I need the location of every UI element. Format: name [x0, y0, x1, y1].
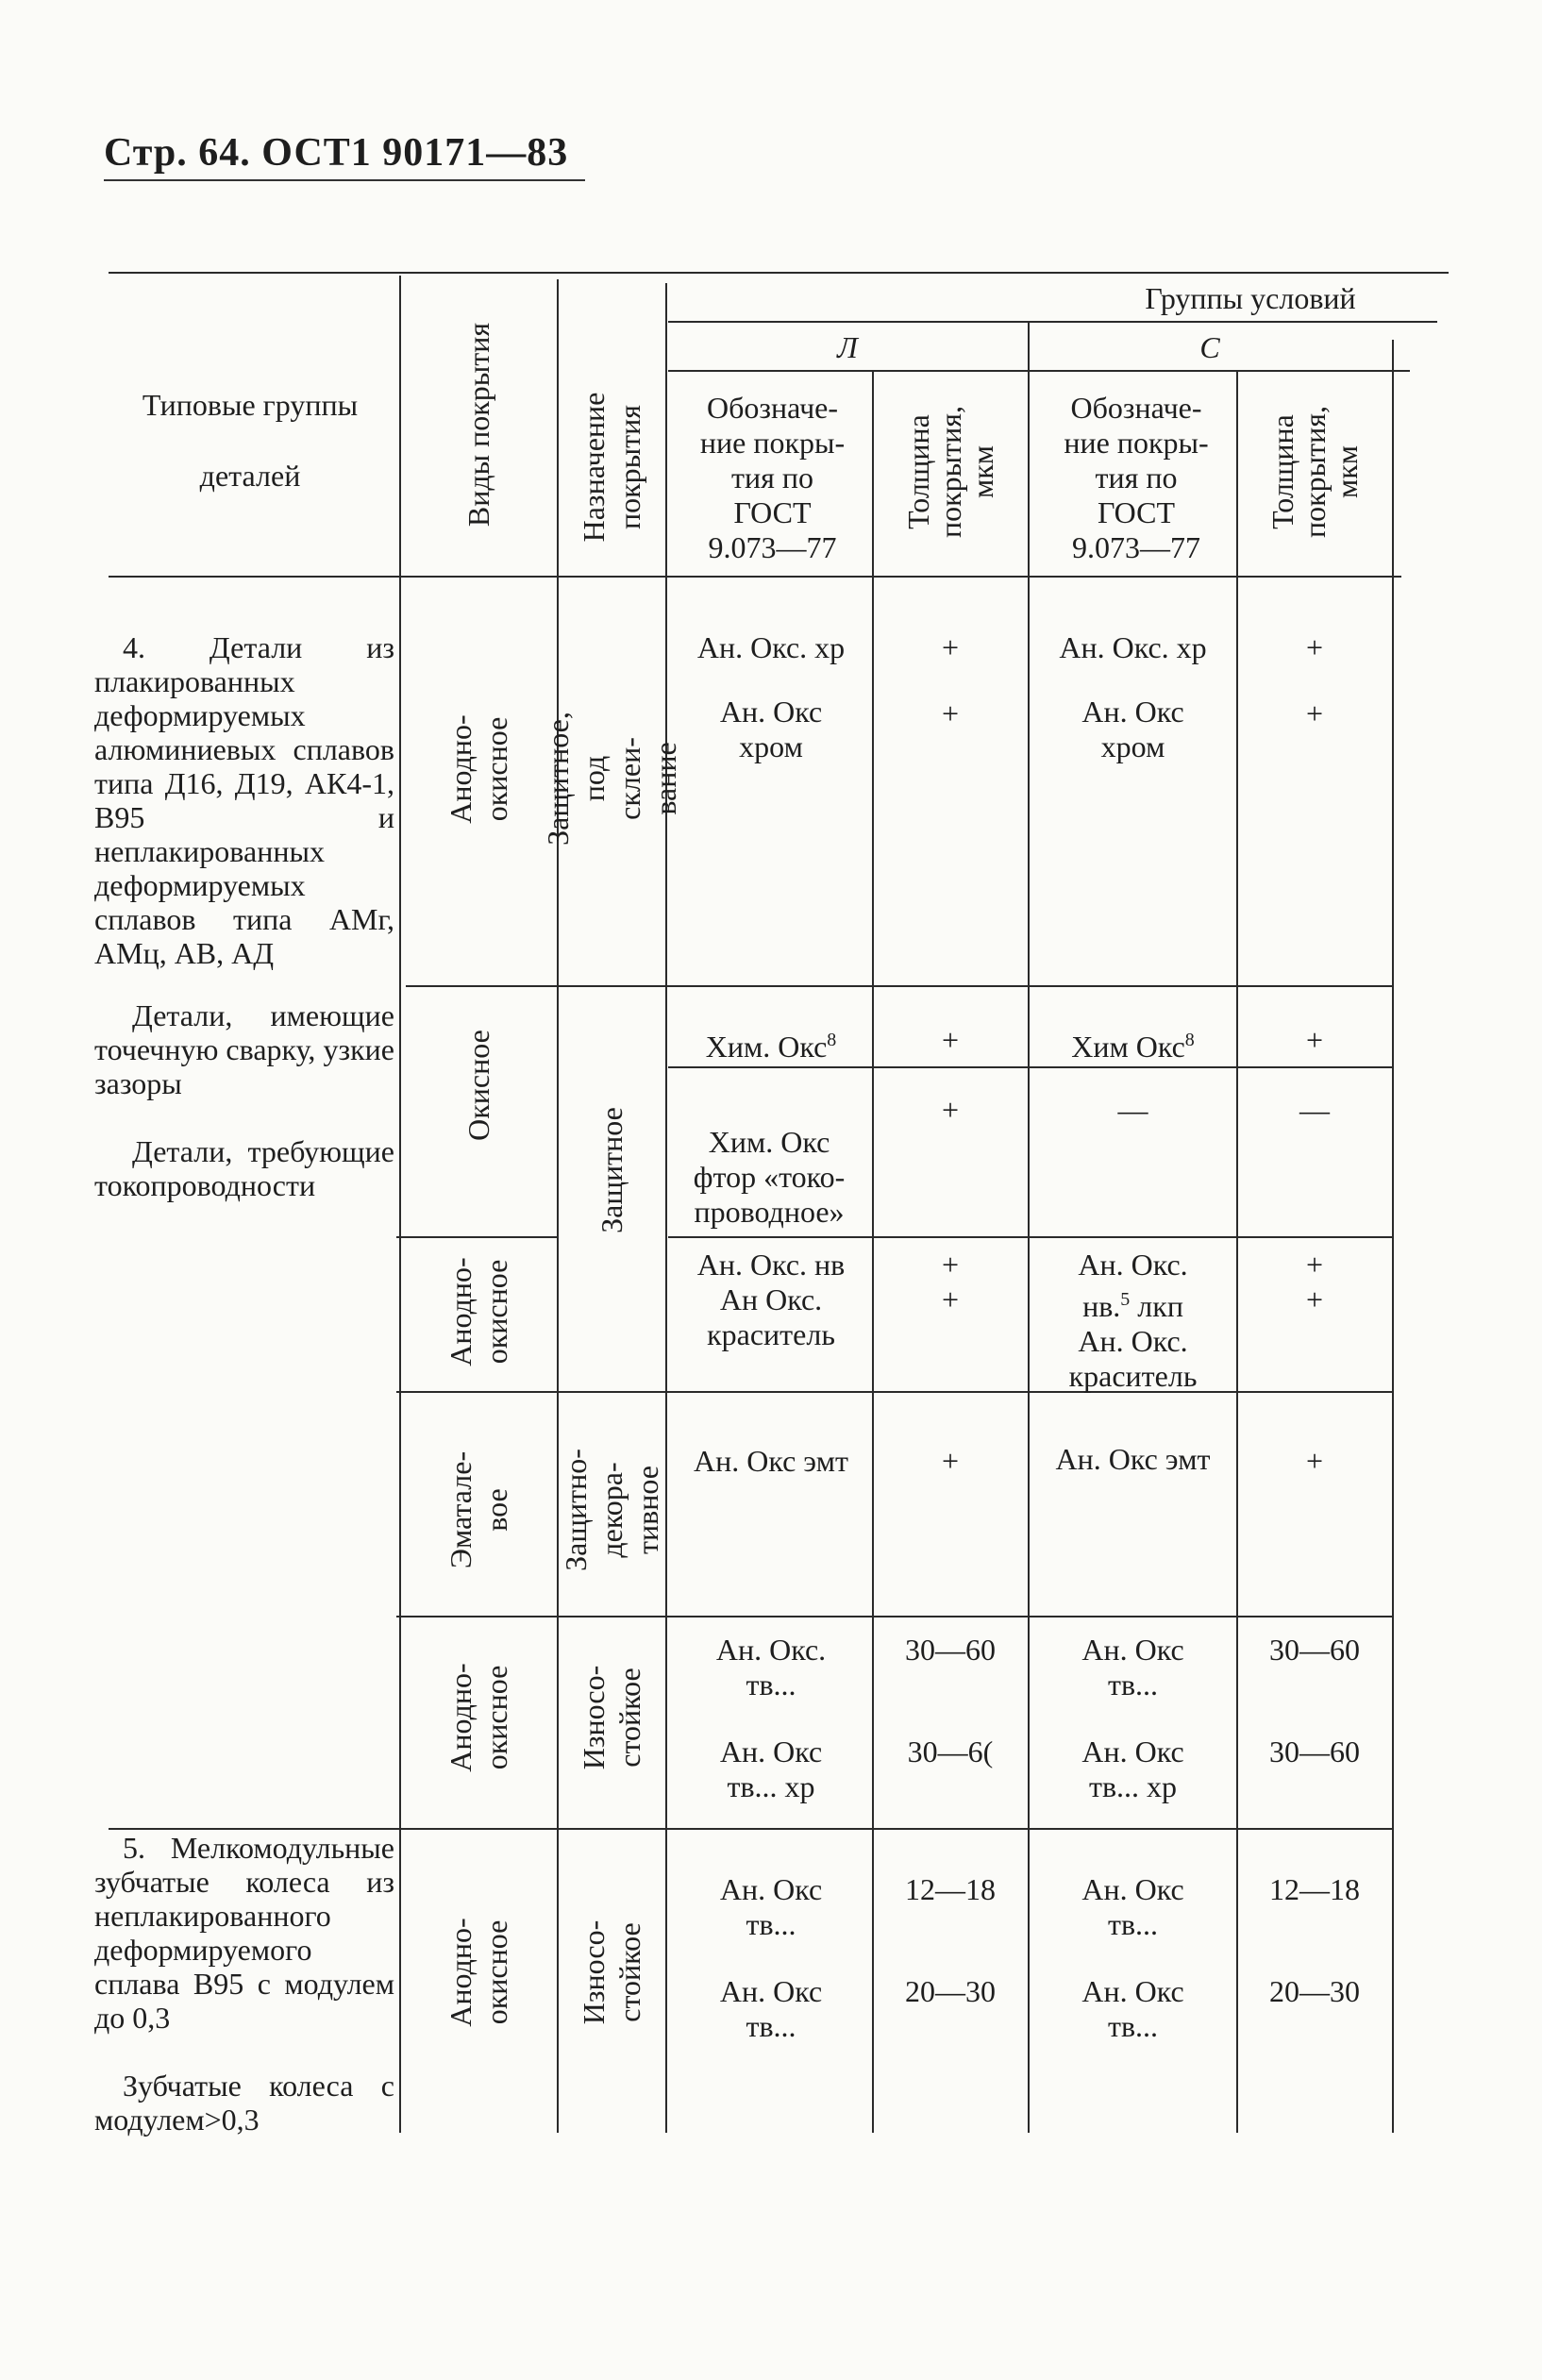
cell-L-thickness: + [941, 1023, 960, 1057]
cell-S-designation [1031, 1248, 1234, 1394]
cell-S-thickness: 12—18 [1269, 1872, 1360, 1906]
cell-S-designation-text: Хим Окс [1071, 1030, 1185, 1064]
part-group-5-note-1: Зубчатые колеса с модулем>0,3 [94, 2069, 394, 2137]
purpose-protective: Защитное [595, 1107, 629, 1233]
L-thickness-header: Толщина покрытия, мкм [901, 406, 999, 538]
col-divider-3 [665, 283, 667, 2133]
section-rule [109, 1828, 1392, 1830]
cell-S-thickness: 20—30 [1269, 1974, 1360, 2008]
cell-S-designation: Ан. Окс тв... [1081, 1872, 1184, 1941]
L-designation-header: Обозначе- ние покры- тия по ГОСТ 9.073—77 [699, 391, 846, 564]
conditions-group-title: Группы условий [1145, 281, 1356, 315]
group-S-label: С [1199, 330, 1220, 364]
cell-L-thickness: 30—60 [905, 1633, 996, 1667]
cell-L-designation-text: Хим. Окс [705, 1030, 828, 1064]
table-top-rule [109, 272, 1449, 274]
S-designation-header: Обозначе- ние покры- тия по ГОСТ 9.073—77 [1064, 391, 1209, 564]
section-rule [396, 1391, 1392, 1393]
cell-S-designation: Ан. Окс тв... хр [1081, 1735, 1184, 1803]
coating-type-anodic-4: Анодно- окисное [444, 1918, 513, 2027]
col-divider-2 [557, 279, 559, 2133]
cell-L-thickness: + [941, 630, 960, 664]
cell-S-designation: Ан. Окс эмт [1055, 1442, 1211, 1476]
cell-L-designation: Ан. Окс тв... [719, 1872, 823, 1941]
group-subheader-rule [668, 370, 1410, 372]
cell-S-thickness: — [1299, 1093, 1330, 1127]
cell-L-thickness: + [941, 696, 960, 730]
cell-L-thickness: 12—18 [905, 1872, 996, 1906]
cell-L-designation: Ан. Окс тв... хр [719, 1735, 823, 1803]
section-rule [396, 1236, 557, 1238]
cell-L-thickness: + [941, 1444, 960, 1478]
cell-S-designation: Ан. Окс тв... [1081, 1633, 1184, 1701]
cell-S-thickness: + [1305, 696, 1324, 730]
cell-S-designation: Ан. Окс. хр [1059, 630, 1207, 664]
col-divider-7 [1392, 340, 1394, 2133]
part-group-5-title: 5. Мелкомодульные зубчатые колеса из неплакированного деформируемого сплава В95 с модулем до 0,3 [94, 1831, 394, 2035]
cell-S-designation-b: лкп Ан. Окс. краситель [1068, 1289, 1198, 1393]
cell-L-thickness: 20—30 [905, 1974, 996, 2008]
coating-type-oxide: Окисное [461, 1030, 495, 1141]
col-header-part-groups: Типовые группы деталей [142, 388, 359, 493]
cell-L-designation: Ан. Окс эмт [694, 1444, 848, 1478]
purpose-wear-resistant-2: Износо- стойкое [577, 1919, 646, 2025]
cell-S-thickness: + [1305, 630, 1324, 664]
coating-type-anodic-3: Анодно- окисное [444, 1663, 513, 1772]
cell-S-designation: Ан. Окс хром [1081, 695, 1184, 763]
footnote-ref: 5 [1120, 1289, 1131, 1310]
conditions-group-rule [668, 321, 1437, 323]
cell-S-thickness: + [1305, 1023, 1324, 1057]
cell-L-thickness: + [941, 1093, 960, 1127]
page-header: Стр. 64. ОСТ1 90171—83 [104, 131, 569, 175]
table-header-bottom-rule [109, 576, 1401, 578]
cell-S-designation [1031, 1023, 1234, 1064]
col-header-coating-type: Виды покрытия [461, 322, 495, 528]
page-header-underline [104, 179, 585, 181]
cell-S-thickness: + + [1305, 1248, 1324, 1316]
row-rule [668, 1066, 1392, 1068]
purpose-protective-bonding: Защитное, под склеи- вание [541, 712, 682, 846]
col-divider-5 [1028, 323, 1030, 2133]
cell-S-designation: Ан. Окс тв... [1081, 1974, 1184, 2043]
cell-L-designation: Ан. Окс. хр [696, 630, 846, 664]
section-rule [396, 1616, 1392, 1617]
cell-L-thickness: 30—6( [907, 1735, 994, 1768]
cell-L-designation: Ан. Окс. нв Ан Окс. краситель [696, 1248, 846, 1351]
coating-type-anodic-1: Анодно- окисное [444, 714, 513, 824]
footnote-ref: 8 [1184, 1030, 1195, 1050]
part-group-4-note-1: Детали, имеющие точечную сварку, узкие зазоры [94, 998, 394, 1100]
cell-L-designation: Хим. Окс фтор «токо- проводное» [693, 1125, 846, 1229]
cell-S-thickness: 30—60 [1269, 1633, 1360, 1667]
part-group-4-title: 4. Детали из плакированных деформируемых алюминиевых сплавов типа Д16, Д19, АК4-1, В95 и неплакированных деформируемых сплавов типа АМг, АМц, АВ, АД [94, 630, 394, 970]
cell-L-designation: Ан. Окс хром [719, 695, 823, 763]
row-rule [668, 1236, 1392, 1238]
S-thickness-header: Толщина покрытия, мкм [1265, 406, 1364, 538]
purpose-protective-decorative: Защитно- декора- тивное [559, 1449, 664, 1571]
cell-S-thickness: 30—60 [1269, 1735, 1360, 1768]
cell-L-designation: Ан. Окс. тв... [715, 1633, 827, 1701]
coating-type-anodic-2: Анодно- окисное [444, 1257, 513, 1366]
part-group-4-note-2: Детали, требующие токопроводности [94, 1134, 394, 1202]
col-header-purpose: Назначение покрытия [577, 392, 646, 543]
cell-L-thickness: + + [941, 1248, 960, 1316]
cell-L-designation: Ан. Окс тв... [719, 1974, 823, 2043]
footnote-ref: 8 [827, 1030, 837, 1050]
coating-type-ematal: Эматале- вое [444, 1450, 513, 1569]
section-rule [406, 985, 1392, 987]
cell-S-thickness: + [1305, 1444, 1324, 1478]
cell-S-designation-a: Ан. Окс. нв. [1078, 1248, 1188, 1323]
cell-S-designation: — [1117, 1093, 1148, 1127]
col-divider-1 [399, 276, 401, 2133]
purpose-wear-resistant-1: Износо- стойкое [577, 1665, 646, 1770]
group-L-label: Л [837, 330, 858, 364]
cell-L-designation [672, 1023, 870, 1064]
